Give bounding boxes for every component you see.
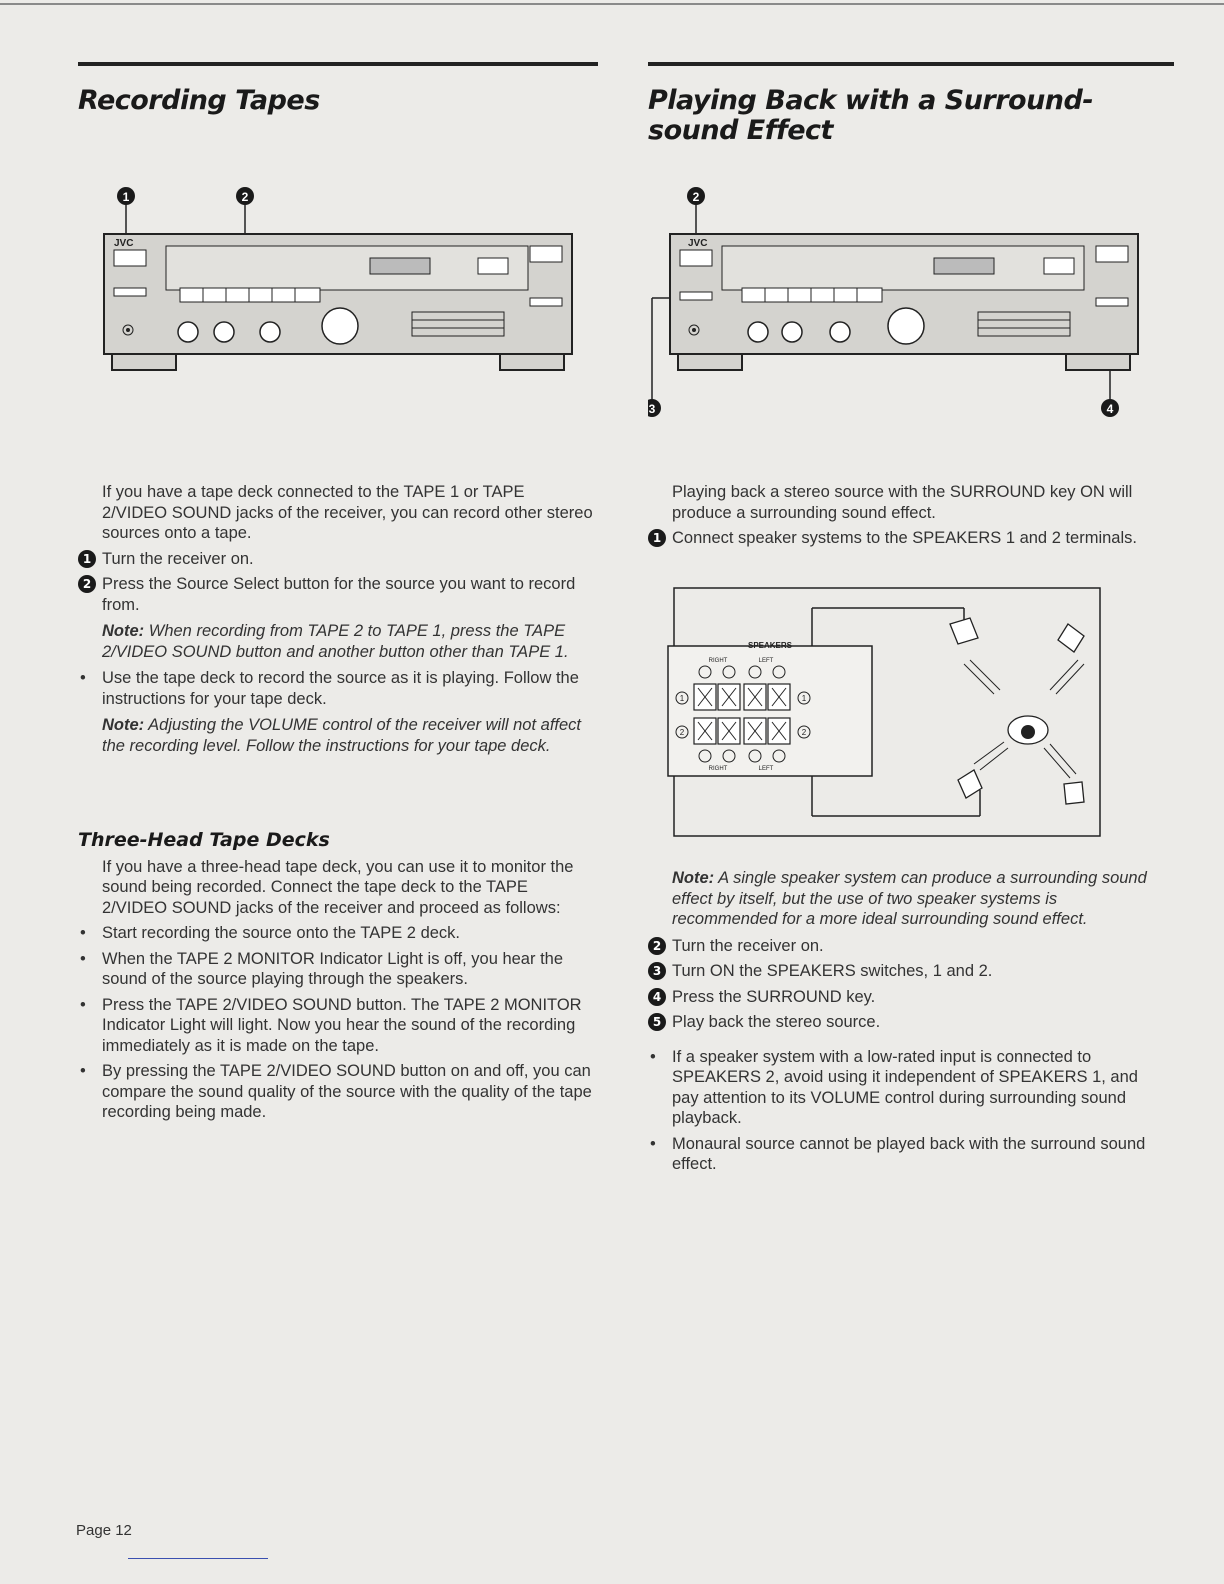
list-item: • Monaural source cannot be played back with the surround sound effect. — [648, 1134, 1154, 1175]
section-rule — [648, 62, 1174, 66]
row-1-label: 1 — [679, 694, 685, 703]
callout-2-label: 2 — [692, 190, 700, 204]
step-number: 1 — [648, 529, 666, 547]
step-number: 2 — [648, 937, 666, 955]
step-5 — [648, 1012, 1154, 1033]
step-4 — [648, 987, 1154, 1008]
note-label: Note: — [102, 716, 145, 734]
step-2 — [648, 936, 1154, 957]
note-label: Note: — [672, 869, 715, 887]
step-text: Turn the receiver on. — [672, 936, 824, 955]
left-label-top: LEFT — [758, 658, 774, 664]
receiver-front-panel-figure-2 — [648, 180, 1148, 430]
top-border — [0, 3, 1224, 5]
step-text: Connect speaker systems to the SPEAKERS 1 and 2 terminals. — [672, 529, 1137, 547]
step-text: Press the Source Select button for the source you want to record from. — [102, 575, 576, 614]
list-item: • Start recording the source onto the TAPE 2 deck. — [78, 923, 594, 944]
receiver-front-panel-figure — [102, 180, 578, 380]
right-label-top: RIGHT — [708, 658, 728, 664]
page-number: Page 12 — [76, 1522, 132, 1539]
three-head-intro: If you have a three-head tape deck, you can use it to monitor the sound being recorded. Connect the tape deck to the TAPE 2/VIDEO SOUND jacks of the receiver and proceed as follows: — [102, 857, 574, 917]
left-label-bottom: LEFT — [758, 766, 774, 772]
step-number: 5 — [648, 1013, 666, 1031]
surround-body-2 — [648, 868, 1154, 1180]
recording-intro: If you have a tape deck connected to the TAPE 1 or TAPE 2/VIDEO SOUND jacks of the receiver, you can record other stereo sources onto a tape. — [102, 483, 593, 542]
note-surround — [648, 868, 1154, 930]
note-text: Adjusting the VOLUME control of the receiver will not affect the recording level. Follow the instructions for your tape deck. — [102, 716, 582, 755]
brand-logo: JVC — [688, 238, 708, 249]
list-item: • When the TAPE 2 MONITOR Indicator Light is off, you hear the sound of the source playing through the speakers. — [78, 949, 594, 990]
step-number: 4 — [648, 988, 666, 1006]
callout-2-label: 2 — [241, 190, 249, 204]
note-recording — [78, 621, 594, 662]
surround-body — [648, 482, 1154, 554]
bullet-use-deck: • Use the tape deck to record the source as it is playing. Follow the instructions for your tape deck. — [78, 668, 594, 709]
note-label: Note: — [102, 622, 145, 640]
callout-3-label: 3 — [648, 402, 656, 416]
step-1 — [78, 549, 594, 570]
callout-1-label: 1 — [122, 190, 130, 204]
surround-intro: Playing back a stereo source with the SURROUND key ON will produce a surrounding sound effect. — [672, 483, 1133, 522]
callout-4-label: 4 — [1106, 402, 1114, 416]
right-label-bottom: RIGHT — [708, 766, 728, 772]
step-text: Press the SURROUND key. — [672, 987, 876, 1006]
step-number: 2 — [78, 575, 96, 593]
note-text: When recording from TAPE 2 to TAPE 1, press the TAPE 2/VIDEO SOUND button and another button other than TAPE 1. — [102, 622, 569, 661]
step-2 — [78, 574, 594, 615]
footer-line — [128, 1558, 268, 1559]
brand-logo: JVC — [114, 238, 134, 249]
step-text: Turn the receiver on. — [102, 549, 254, 568]
section-title-recording: Recording Tapes — [78, 85, 320, 116]
section-rule — [78, 62, 598, 66]
section-title-surround: Playing Back with a Surround-sound Effect — [648, 85, 1094, 146]
speaker-connection-diagram — [664, 584, 1104, 840]
speakers-label: SPEAKERS — [747, 641, 793, 650]
list-item: • If a speaker system with a low-rated input is connected to SPEAKERS 2, avoid using it independent of SPEAKERS 1, and pay attention to its VOLUME control during surrounding sound playback. — [648, 1047, 1154, 1129]
row-1-label-right: 1 — [801, 694, 807, 703]
subheading-three-head: Three-Head Tape Decks — [78, 829, 330, 851]
step-text: Turn ON the SPEAKERS switches, 1 and 2. — [672, 962, 993, 980]
recording-body — [78, 482, 594, 761]
three-head-section — [78, 830, 594, 1128]
step-number: 3 — [648, 962, 666, 980]
note-text: A single speaker system can produce a surrounding sound effect by itself, but the use of two speaker systems is recommended for a more ideal surrounding sound effect. — [672, 869, 1147, 928]
row-2-label-right: 2 — [801, 728, 807, 737]
step-text: Play back the stereo source. — [672, 1013, 881, 1031]
row-2-label: 2 — [679, 728, 685, 737]
note-volume — [78, 715, 594, 756]
step-3 — [648, 961, 1154, 982]
step-1 — [648, 528, 1154, 549]
step-number: 1 — [78, 550, 96, 568]
list-item: • Press the TAPE 2/VIDEO SOUND button. The TAPE 2 MONITOR Indicator Light will light. Now you hear the sound of the recording immediately as it is made on the tape. — [78, 995, 594, 1057]
list-item: • By pressing the TAPE 2/VIDEO SOUND button on and off, you can compare the sound quality of the source with the quality of the tape recording being made. — [78, 1061, 594, 1123]
